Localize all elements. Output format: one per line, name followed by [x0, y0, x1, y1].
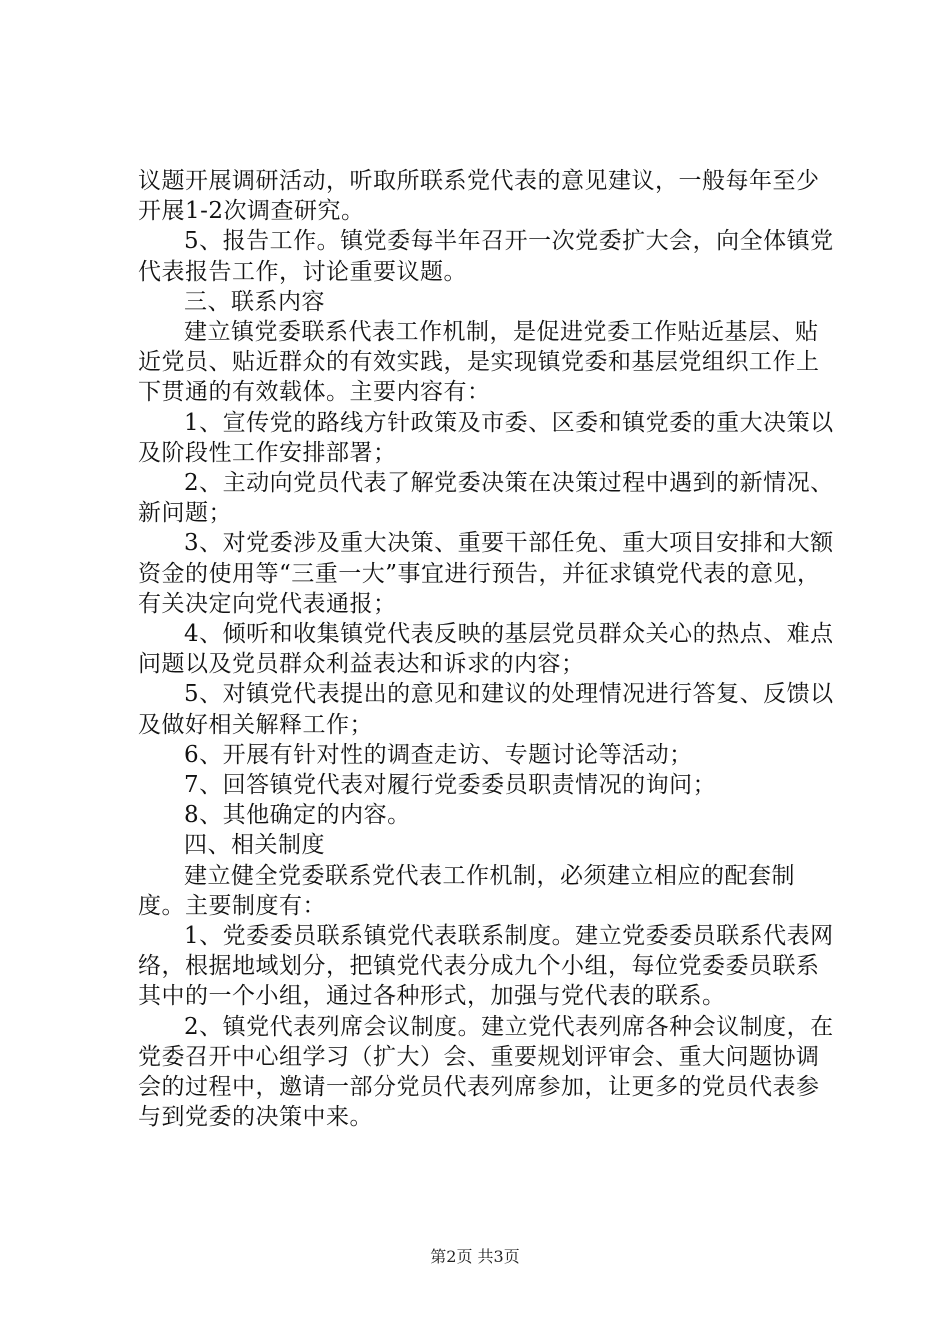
list-item-2-understand: 2、主动向党员代表了解党委决策在决策过程中遇到的新情况、新问题； [138, 470, 834, 527]
page-number-label: 第2页 共3页 [430, 1247, 520, 1266]
page-footer [0, 1244, 950, 1267]
document-body [138, 166, 838, 1133]
list-item-8-other: 8、其他确定的内容。 [184, 802, 411, 829]
list-item-5-reply: 5、对镇党代表提出的意见和建议的处理情况进行答复、反馈以及做好相关解释工作； [138, 681, 834, 738]
list-item-system-1: 1、党委委员联系镇党代表联系制度。建立党委委员联系代表网络，根据地域划分，把镇党代表分成九个小组，每位党委委员联系其中的一个小组，通过各种形式，加强与党代表的联系。 [138, 923, 834, 1010]
list-item-1-publicize: 1、宣传党的路线方针政策及市委、区委和镇党委的重大决策以及阶段性工作安排部署； [138, 409, 834, 466]
paragraph-mechanism-intro: 建立镇党委联系代表工作机制，是促进党委工作贴近基层、贴近党员、贴近群众的有效实践，是实现镇党委和基层党组织工作上下贯通的有效载体。主要内容有： [138, 319, 820, 406]
list-item-7-answer: 7、回答镇党代表对履行党委委员职责情况的询问； [184, 772, 717, 799]
list-item-6-survey: 6、开展有针对性的调查走访、专题讨论等活动； [184, 741, 693, 768]
paragraph-report-work: 5、报告工作。镇党委每半年召开一次党委扩大会，向全体镇党代表报告工作，讨论重要议题。 [138, 228, 834, 285]
list-item-3-preview: 3、对党委涉及重大决策、重要干部任免、重大项目安排和大额资金的使用等“三重一大”事宜进行预告，并征求镇党代表的意见，有关决定向党代表通报； [138, 530, 834, 617]
section-heading-contact-content: 三、联系内容 [184, 288, 325, 315]
paragraph-systems-intro: 建立健全党委联系党代表工作机制，必须建立相应的配套制度。主要制度有： [138, 862, 795, 919]
list-item-system-2: 2、镇党代表列席会议制度。建立党代表列席各种会议制度，在党委召开中心组学习（扩大）会、重要规划评审会、重大问题协调会的过程中，邀请一部分党员代表列席参加，让更多的党员代表参与到党委的决策中来。 [138, 1013, 834, 1131]
section-heading-related-systems: 四、相关制度 [184, 832, 325, 859]
list-item-4-listen: 4、倾听和收集镇党代表反映的基层党员群众关心的热点、难点问题以及党员群众利益表达和诉求的内容； [138, 621, 834, 678]
paragraph-continuation: 议题开展调研活动，听取所联系党代表的意见建议，一般每年至少开展1-2次调查研究。 [138, 168, 820, 225]
